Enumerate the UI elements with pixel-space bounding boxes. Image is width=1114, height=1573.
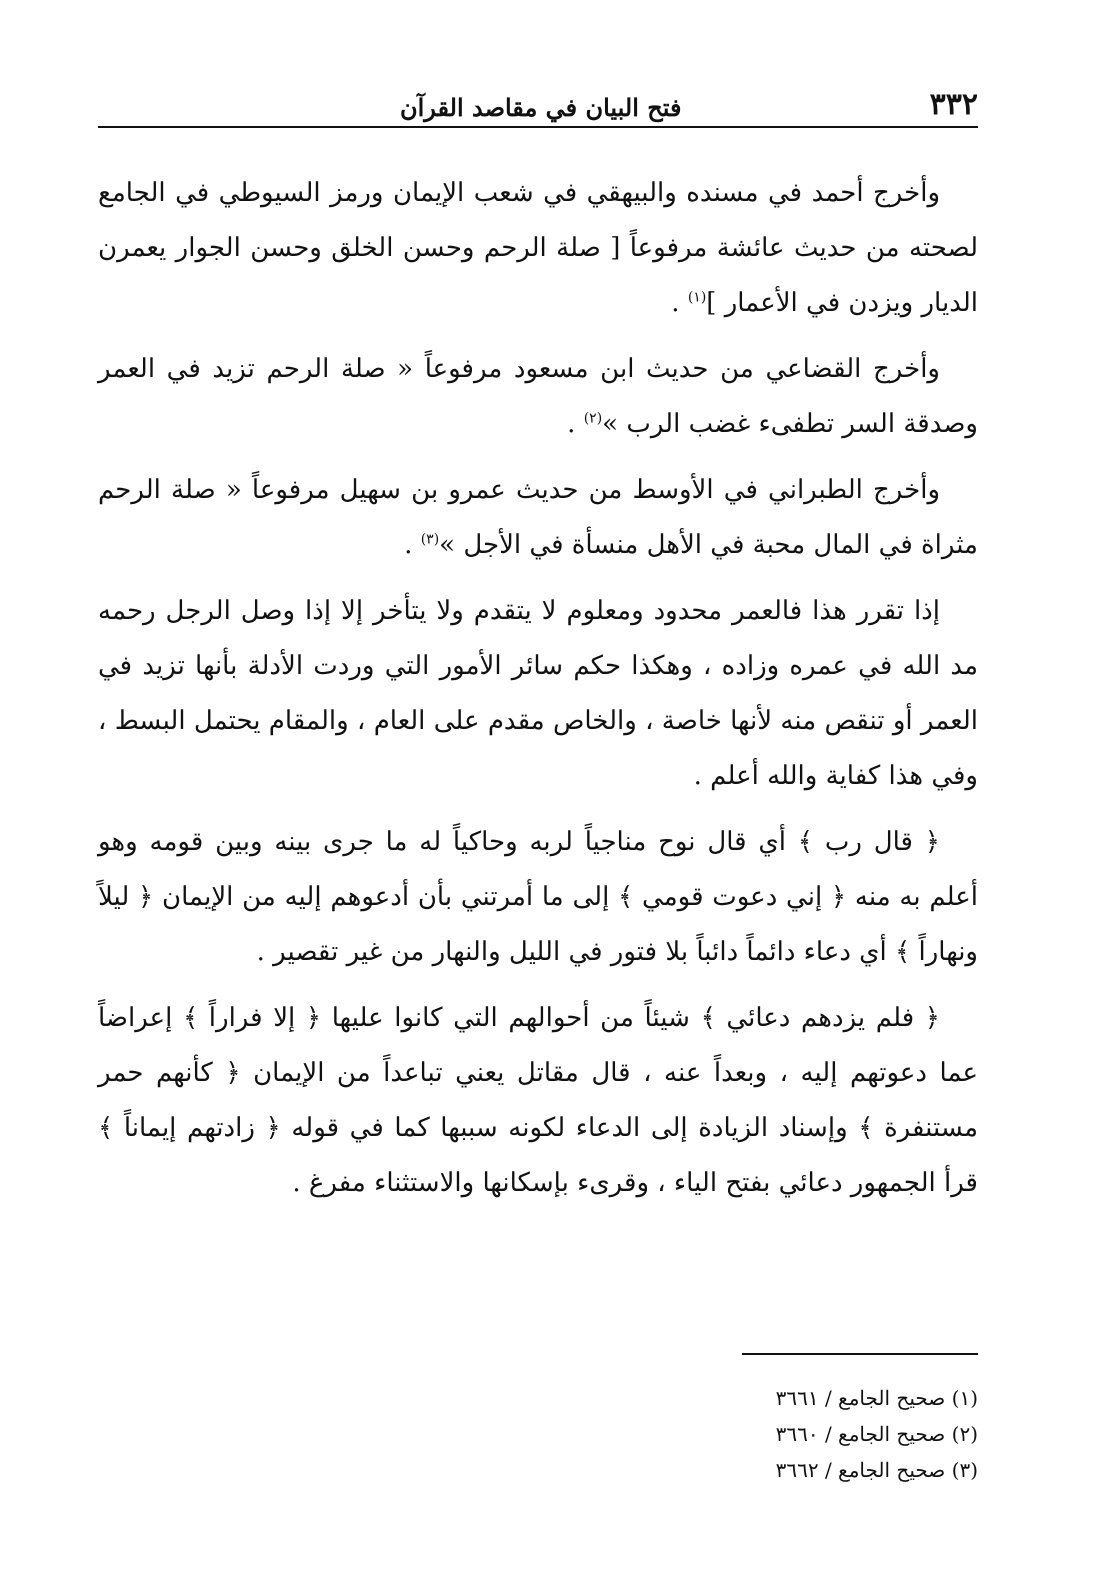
- page-number: ٣٣٢: [929, 87, 978, 122]
- paragraph-text: ﴿ قال رب ﴾ أي قال نوح مناجياً لربه وحاكياً له ما جرى بينه وبين قومه وهو أعلم به منه ﴿ إني دعوت قومي ﴾ إلى ما أمرتني بأن أدعوهم إليه من الإيمان ﴿ ليلاً ونهاراً ﴾ أي دعاء دائماً دائباً بلا فتور في الليل والنهار من غير تقصير .: [98, 827, 978, 967]
- paragraph-text: ﴿ فلم يزدهم دعائي ﴾ شيئاً من أحوالهم التي كانوا عليها ﴿ إلا فراراً ﴾ إعراضاً عما دعوتهم إليه ، وبعداً عنه ، قال مقاتل يعني تباعداً من الإيمان ﴿ كأنهم حمر مستنفرة ﴾ وإسناد الزيادة إلى الدعاء لكونه سببها كما في قوله ﴿ زادتهم إيماناً ﴾ قرأ الجمهور دعائي بفتح الياء ، وقرىء بإسكانها والاستثناء مفرغ .: [98, 1003, 978, 1198]
- paragraph: [98, 584, 978, 804]
- paragraph: [98, 991, 978, 1211]
- book-page: [98, 58, 978, 1538]
- footnote-text: صحيح الجامع / ٣٦٦٠: [775, 1422, 946, 1446]
- footnote-ref[interactable]: (٢): [583, 410, 603, 427]
- footnote-text: صحيح الجامع / ٣٦٦١: [775, 1386, 946, 1410]
- paragraph-end: .: [404, 530, 421, 560]
- footnote: [98, 1380, 978, 1416]
- footnote: [98, 1452, 978, 1488]
- page-header: [98, 66, 978, 122]
- footnote: [98, 1416, 978, 1452]
- paragraph-text: وأخرج القضاعي من حديث ابن مسعود مرفوعاً « صلة الرحم تزيد في العمر وصدقة السر تطفىء غضب الرب »: [98, 354, 978, 439]
- paragraph-text: وأخرج أحمد في مسنده والبيهقي في شعب الإيمان ورمز السيوطي في الجامع لصحته من حديث عائشة مرفوعاً [ صلة الرحم وحسن الخلق وحسن الجوار يعمرن الديار ويزدن في الأعمار ]: [98, 178, 978, 318]
- paragraph-text: إذا تقرر هذا فالعمر محدود ومعلوم لا يتقدم ولا يتأخر إلا إذا وصل الرجل رحمه مد الله في عمره وزاده ، وهكذا حكم سائر الأمور التي وردت الأدلة بأنها تزيد في العمر أو تنقص منه لأنها خاصة ، والخاص مقدم على العام ، والمقام يحتمل البسط ، وفي هذا كفاية والله أعلم .: [98, 596, 978, 791]
- paragraph: [98, 166, 978, 331]
- body-text: [98, 166, 978, 1222]
- header-rule: [98, 126, 978, 128]
- footnote-ref[interactable]: (١): [687, 289, 707, 306]
- footnote-ref[interactable]: (٣): [420, 531, 440, 548]
- footnote-number: (٢): [951, 1422, 978, 1446]
- footnote-number: (١): [951, 1386, 978, 1410]
- footnote-text: صحيح الجامع / ٣٦٦٢: [775, 1458, 946, 1482]
- running-title: فتح البيان في مقاصد القرآن: [400, 93, 682, 122]
- paragraph: [98, 342, 978, 452]
- paragraph-text: وأخرج الطبراني في الأوسط من حديث عمرو بن سهيل مرفوعاً « صلة الرحم مثراة في المال محبة في الأهل منسأة في الأجل »: [98, 475, 978, 560]
- paragraph-end: .: [567, 409, 584, 439]
- footnote-rule: [742, 1353, 978, 1355]
- paragraph-end: .: [671, 288, 688, 318]
- paragraph: [98, 463, 978, 573]
- footnote-number: (٣): [951, 1458, 978, 1482]
- footnotes: [98, 1380, 978, 1488]
- paragraph: [98, 815, 978, 980]
